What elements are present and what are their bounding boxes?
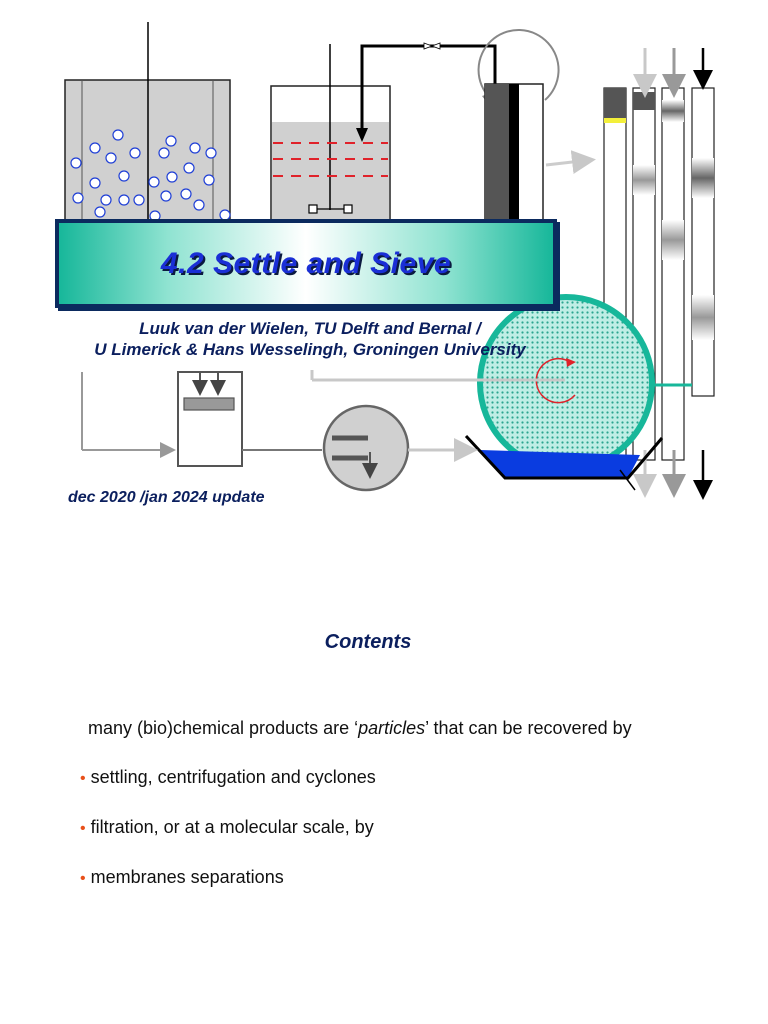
contents-heading: Contents — [324, 631, 412, 653]
list-item — [80, 866, 376, 916]
intro-emphasis: particles — [358, 718, 426, 738]
authors — [40, 318, 580, 360]
bullet-icon: • — [80, 870, 86, 887]
title-banner — [55, 219, 557, 308]
bullet-text: filtration, or at a molecular scale, by — [90, 817, 374, 837]
intro-after: ’ that can be recovered by — [425, 718, 632, 738]
bullet-icon: • — [80, 770, 86, 787]
list-item — [80, 766, 376, 816]
list-item — [80, 816, 376, 866]
bullet-text: membranes separations — [90, 867, 284, 887]
update-date: dec 2020 /jan 2024 update — [68, 489, 265, 506]
bullet-text: settling, centrifugation and cyclones — [90, 767, 376, 787]
contents-bullet-list — [80, 766, 376, 916]
slide-title: 4.2 Settle and Sieve — [160, 246, 452, 280]
intro-before: many (bio)chemical products are ‘ — [88, 718, 359, 738]
settling-tank-with-bubbles — [65, 22, 230, 230]
authors-line-1: Luuk van der Wielen, TU Delft and Bernal / — [139, 319, 481, 338]
authors-line-2: U Limerick & Hans Wesselingh, Groningen University — [94, 340, 526, 359]
contents-intro — [88, 718, 632, 739]
bullet-icon: • — [80, 820, 86, 837]
stirred-tank — [271, 44, 390, 226]
